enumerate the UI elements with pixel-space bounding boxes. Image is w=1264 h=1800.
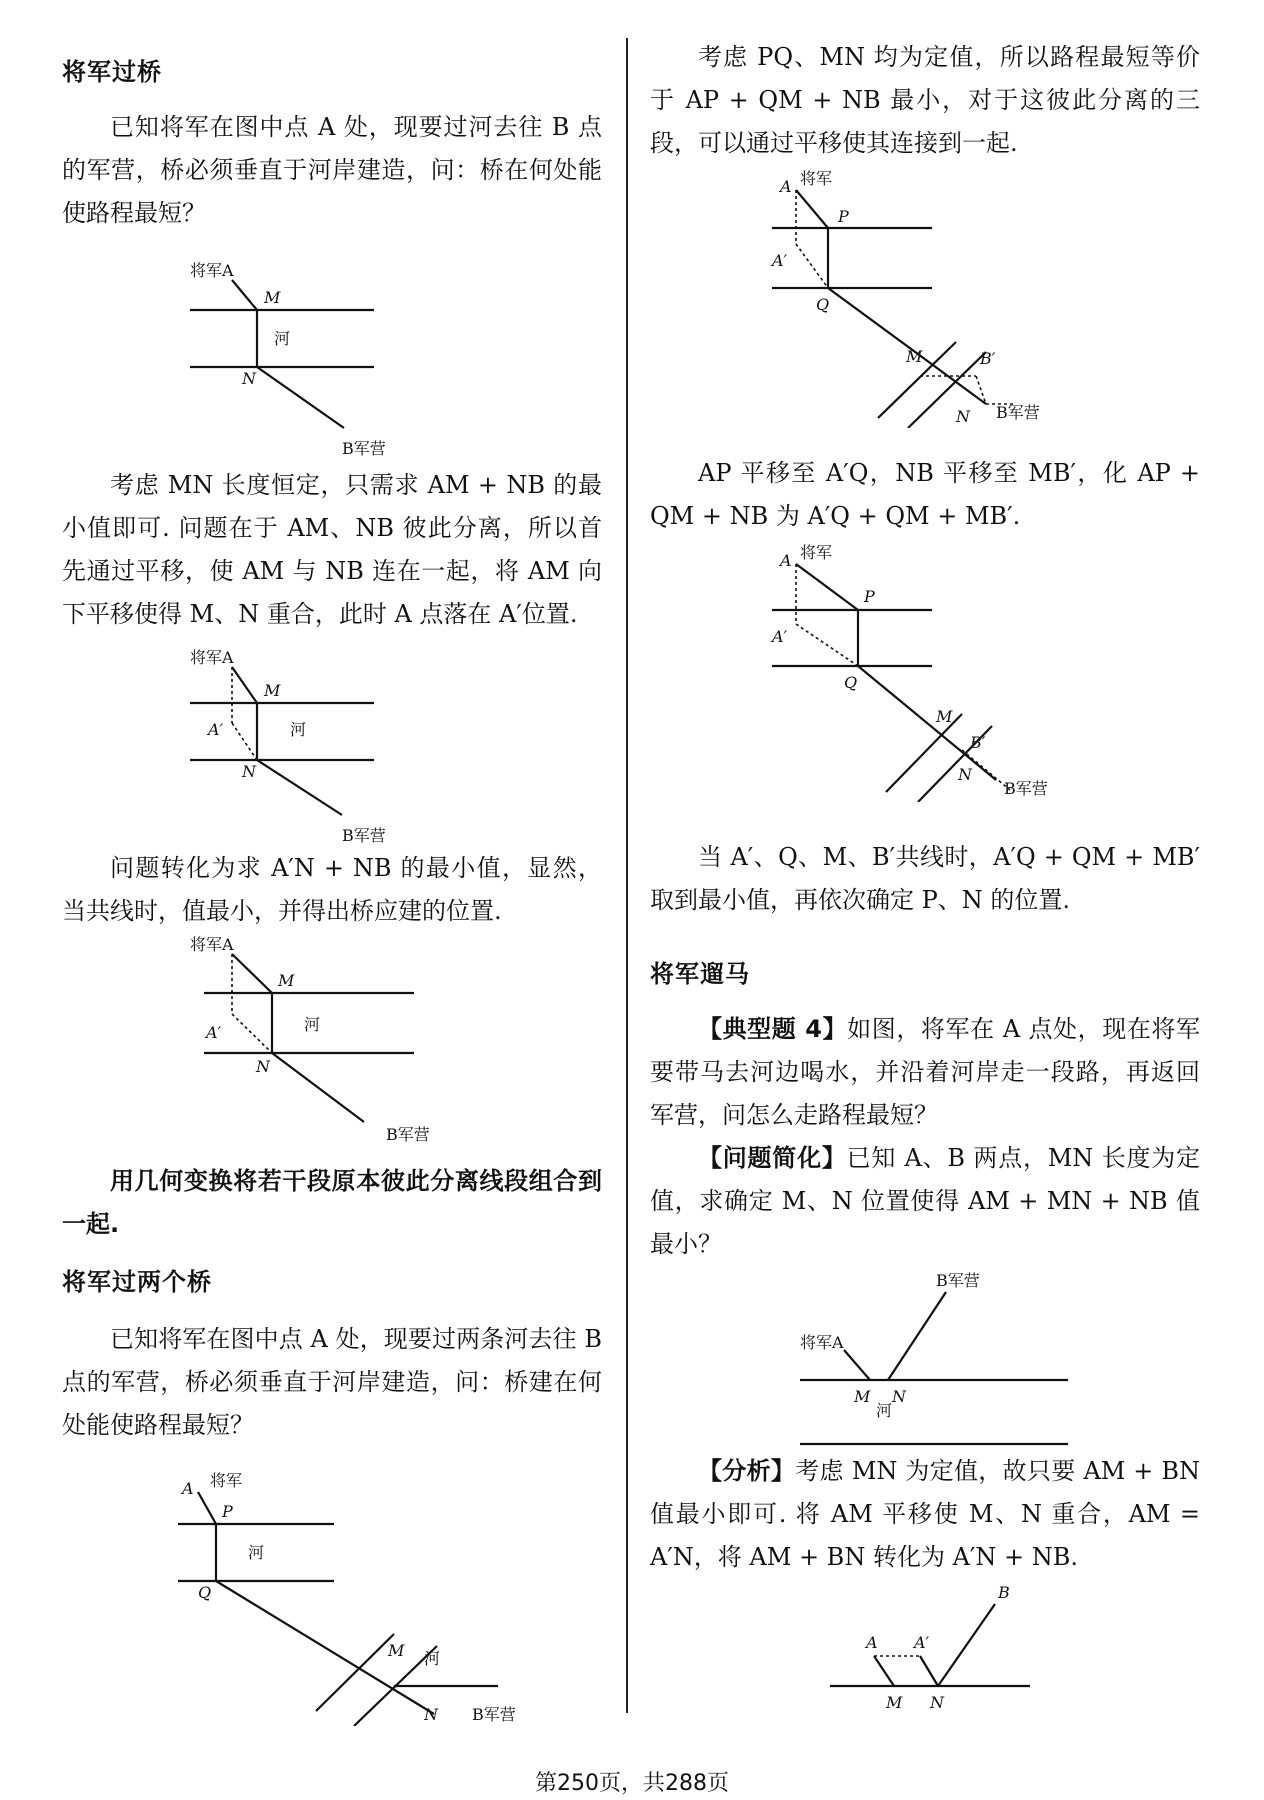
svg-text:河: 河 (304, 1015, 321, 1034)
svg-text:M: M (388, 1641, 405, 1660)
svg-text:将军: 将军 (210, 1471, 243, 1490)
svg-text:M: M (264, 681, 281, 700)
paragraph-simplified: 【问题简化】已知 A、B 两点，MN 长度为定值，求确定 M、N 位置使得 AM + MN + NB 值最小？ (650, 1144, 1201, 1258)
svg-text:河: 河 (248, 1543, 265, 1562)
svg-text:A: A (182, 1479, 194, 1498)
svg-text:B: B (998, 1583, 1010, 1602)
svg-text:B军营: B军营 (386, 1125, 430, 1144)
figure-bridge-3-camp-label (386, 1122, 476, 1146)
svg-text:Q: Q (816, 295, 830, 314)
svg-text:将军: 将军 (800, 169, 833, 188)
svg-text:河: 河 (876, 1401, 893, 1420)
svg-text:N: N (242, 762, 256, 781)
svg-text:A′: A′ (914, 1633, 930, 1652)
svg-text:将军A: 将军A (190, 648, 234, 667)
column-divider (626, 38, 628, 1713)
svg-text:B军营: B军营 (936, 1271, 980, 1290)
svg-text:N: N (892, 1387, 906, 1406)
svg-text:A′: A′ (772, 627, 788, 646)
svg-text:B军营: B军营 (1004, 779, 1048, 798)
svg-text:M: M (886, 1693, 903, 1712)
paragraph: 问题转化为求 A′N + NB 的最小值，显然，当共线时，值最小，并得出桥应建的位置. (62, 854, 602, 925)
figure-two-bridges-1-labels (424, 1702, 584, 1730)
svg-text:Q: Q (198, 1583, 212, 1602)
svg-text:P: P (838, 207, 849, 226)
svg-text:A: A (780, 177, 792, 196)
figure-bridge-1 (190, 256, 410, 456)
svg-text:M: M (278, 971, 295, 990)
figure-bridge-2 (190, 643, 410, 843)
svg-text:B′: B′ (980, 349, 996, 368)
svg-text:B军营: B军营 (996, 403, 1040, 422)
svg-text:A′: A′ (772, 251, 788, 270)
label-general-a: 将军A (190, 261, 234, 280)
svg-text:A′: A′ (206, 1023, 222, 1042)
section-heading-bridge: 将军过桥 (62, 58, 162, 86)
svg-text:N: N (424, 1705, 438, 1724)
paragraph: 当 A′、Q、M、B′共线时，A′Q + QM + MB′取到最小值，再依次确定 P、N 的位置. (650, 843, 1200, 914)
label-camp: B军营 (342, 439, 386, 456)
svg-text:M: M (906, 347, 923, 366)
label-river: 河 (274, 329, 291, 348)
figure-two-bridges-2 (766, 166, 1066, 428)
svg-text:A: A (780, 551, 792, 570)
svg-text:B军营: B军营 (472, 1705, 516, 1724)
paragraph-analysis: 【分析】考虑 MN 为定值，故只要 AM + BN 值最小即可. 将 AM 平移使 M、N 重合，AM = A′N，将 AM + BN 转化为 A′N + NB. (650, 1457, 1200, 1571)
figure-horse-1 (800, 1266, 1090, 1446)
figure-two-bridges-3 (766, 540, 1066, 802)
svg-text:B′: B′ (970, 733, 986, 752)
paragraph: 已知将军在图中点 A 处，现要过河去往 B 点的军营，桥必须垂直于河岸建造，问：桥在何处能使路程最短？ (62, 113, 602, 227)
svg-text:P: P (222, 1502, 233, 1521)
svg-text:M: M (854, 1387, 871, 1406)
svg-text:河: 河 (424, 1649, 441, 1668)
section-heading-walk-horse: 将军遛马 (650, 960, 750, 988)
svg-text:N: N (930, 1693, 944, 1712)
section-heading-two-bridges: 将军过两个桥 (62, 1268, 212, 1296)
svg-text:A′: A′ (208, 720, 224, 739)
svg-text:将军A: 将军A (190, 935, 234, 954)
svg-text:M: M (936, 707, 953, 726)
paragraph: 考虑 MN 长度恒定，只需求 AM + NB 的最小值即可. 问题在于 AM、NB 彼此分离，所以首先通过平移，使 AM 与 NB 连在一起，将 AM 向下平移使得 M、N 重合，此时 A 点落在 A′位置. (62, 471, 602, 628)
paragraph: AP 平移至 A′Q，NB 平移至 MB′，化 AP + QM + NB 为 A′Q + QM + MB′. (650, 459, 1200, 530)
svg-text:将军A: 将军A (800, 1333, 844, 1352)
svg-text:Q: Q (844, 673, 858, 692)
svg-text:N: N (242, 369, 256, 388)
svg-text:P: P (864, 587, 875, 606)
figure-bridge-3 (190, 930, 510, 1140)
svg-text:将军: 将军 (800, 543, 833, 562)
svg-text:N: N (958, 765, 972, 784)
svg-text:N: N (956, 407, 970, 426)
page-number: 第250页，共288页 (535, 1771, 729, 1796)
svg-text:河: 河 (290, 720, 307, 739)
svg-text:N: N (256, 1057, 270, 1076)
svg-text:A: A (866, 1633, 878, 1652)
figure-horse-2 (830, 1582, 1030, 1712)
emphasis-paragraph: 用几何变换将若干段原本彼此分离线段组合到一起. (62, 1167, 602, 1238)
figure-two-bridges-1 (178, 1466, 508, 1726)
paragraph-typical-problem: 【典型题 4】如图，将军在 A 点处，现在将军要带马去河边喝水，并沿着河岸走一段路，再返回军营，问怎么走路程最短？ (650, 1015, 1200, 1129)
svg-text:B军营: B军营 (342, 826, 386, 843)
svg-text:M: M (264, 288, 281, 307)
paragraph: 考虑 PQ、MN 均为定值，所以路程最短等价于 AP + QM + NB 最小，对于这彼此分离的三段，可以通过平移使其连接到一起. (650, 43, 1200, 157)
paragraph: 已知将军在图中点 A 处，现要过两条河去往 B 点的军营，桥必须垂直于河岸建造，问：桥建在何处能使路程最短？ (62, 1325, 602, 1439)
